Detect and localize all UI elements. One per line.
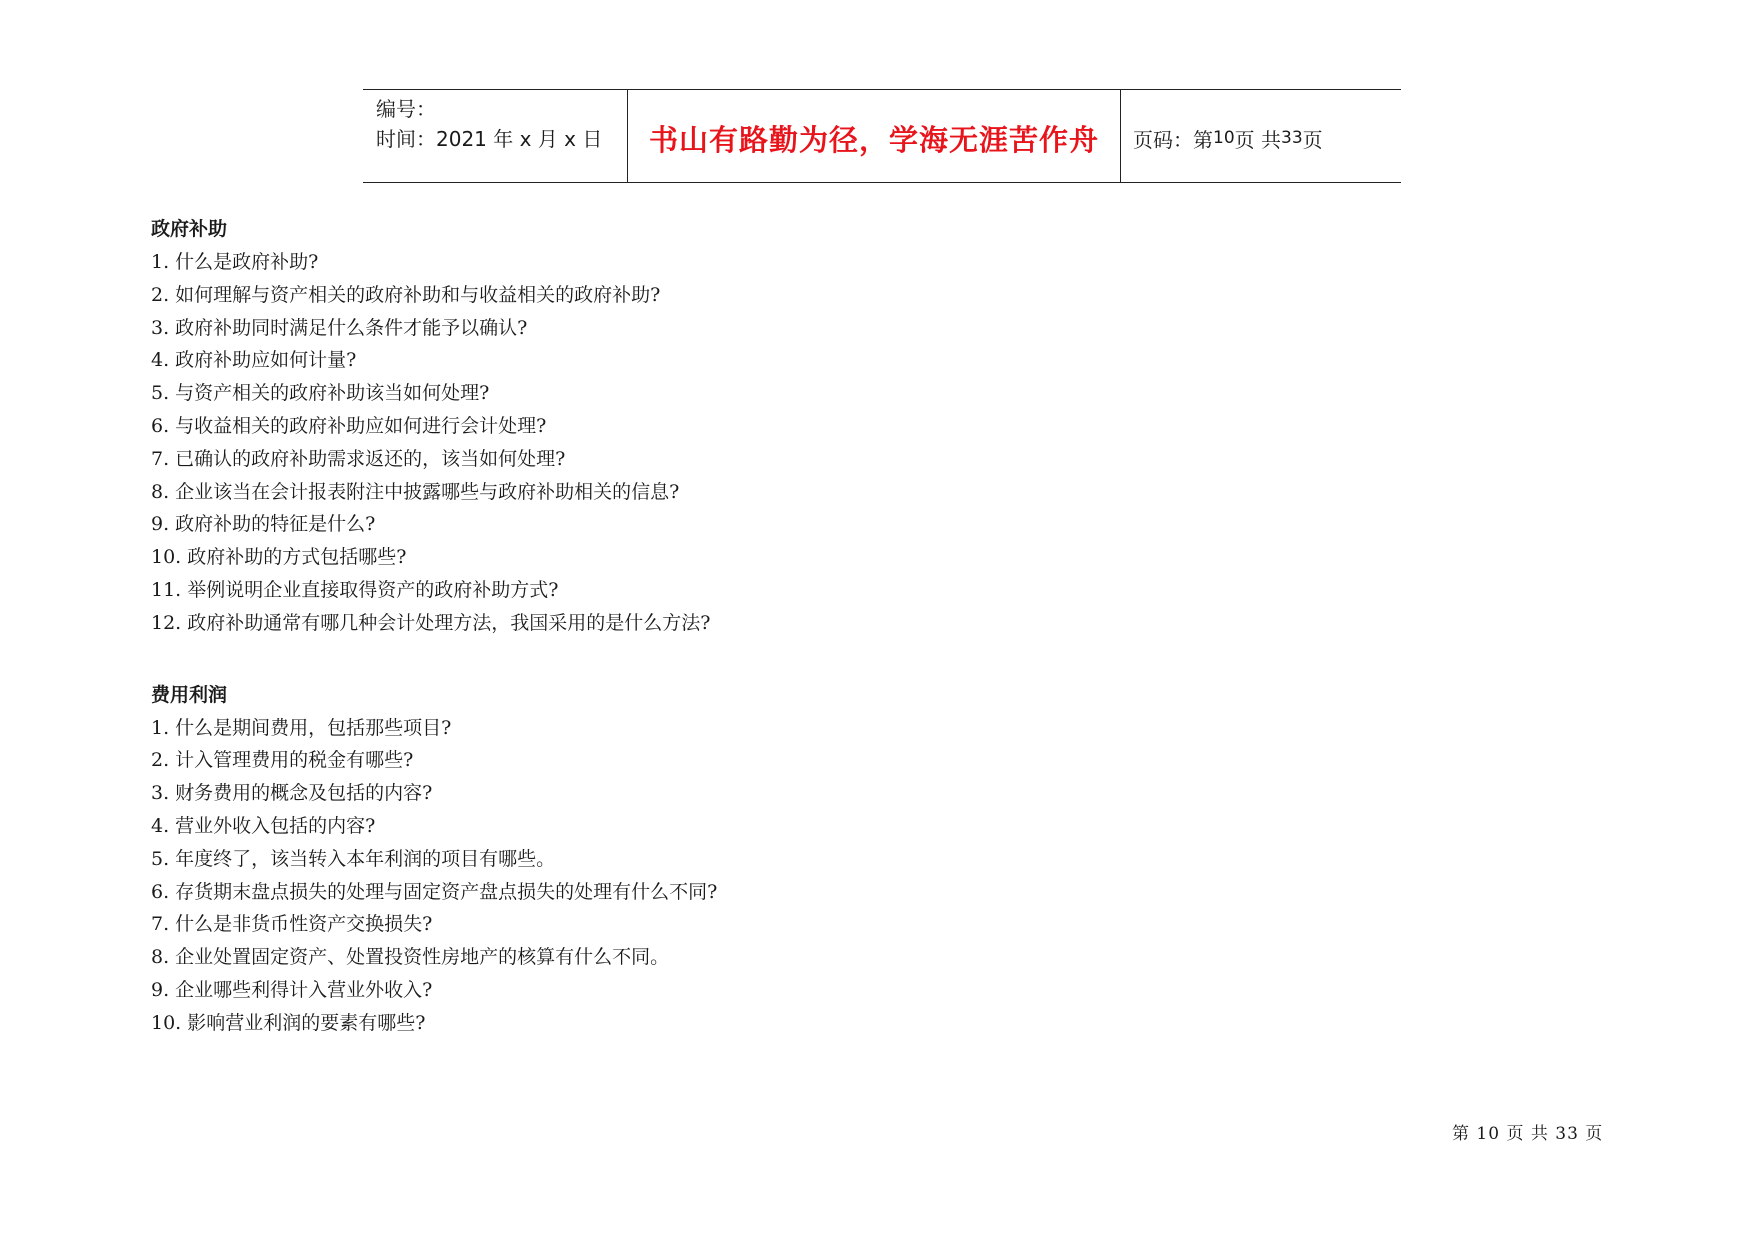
question-item: 6. 与收益相关的政府补助应如何进行会计处理? [151, 414, 547, 437]
document-header [363, 89, 1401, 183]
question-item: 2. 如何理解与资产相关的政府补助和与收益相关的政府补助? [151, 283, 661, 306]
page-middle: 页 共 [1234, 127, 1281, 152]
question-item: 2. 计入管理费用的税金有哪些? [151, 749, 414, 772]
question-item: 10. 影响营业利润的要素有哪些? [151, 1011, 426, 1034]
question-item: 1. 什么是期间费用，包括那些项目? [151, 716, 452, 739]
page-suffix: 页 [1302, 127, 1323, 152]
question-item: 12. 政府补助通常有哪几种会计处理方法，我国采用的是什么方法? [151, 611, 711, 634]
header-page-cell [1121, 90, 1401, 182]
page-prefix: 页码：第 [1133, 127, 1213, 152]
question-list-expense-profit [151, 712, 1451, 1040]
section-title-expense-profit: 费用利润 [151, 683, 228, 706]
header-meta-cell [363, 90, 628, 182]
question-item: 4. 政府补助应如何计量? [151, 349, 357, 372]
section-spacer [151, 640, 1451, 679]
page-total: 33 [1281, 128, 1303, 148]
header-motto-cell [628, 90, 1121, 182]
question-item: 8. 企业处置固定资产、处置投资性房地产的核算有什么不同。 [151, 946, 670, 969]
page-current: 10 [1213, 128, 1235, 148]
serial-number-label: 编号： [376, 97, 436, 121]
question-item: 3. 财务费用的概念及包括的内容? [151, 782, 433, 805]
question-item: 6. 存货期末盘点损失的处理与固定资产盘点损失的处理有什么不同? [151, 880, 718, 903]
page-footer: 第 10 页 共 33 页 [1452, 1124, 1604, 1144]
question-item: 9. 企业哪些利得计入营业外收入? [151, 978, 433, 1001]
question-item: 11. 举例说明企业直接取得资产的政府补助方式? [151, 578, 559, 601]
question-item: 3. 政府补助同时满足什么条件才能予以确认? [151, 316, 528, 339]
question-item: 10. 政府补助的方式包括哪些? [151, 546, 407, 569]
motto-text: 书山有路勤为径，学海无涯苦作舟 [648, 122, 1099, 157]
question-item: 9. 政府补助的特征是什么? [151, 513, 376, 536]
question-item: 8. 企业该当在会计报表附注中披露哪些与政府补助相关的信息? [151, 480, 680, 503]
date-label: 时间：2021 年 x 月 x 日 [376, 127, 603, 151]
question-item: 4. 营业外收入包括的内容? [151, 814, 376, 837]
question-item: 7. 已确认的政府补助需求返还的，该当如何处理? [151, 447, 566, 470]
question-list-government-subsidy [151, 246, 1451, 640]
question-item: 7. 什么是非货币性资产交换损失? [151, 913, 433, 936]
question-item: 5. 年度终了，该当转入本年利润的项目有哪些。 [151, 847, 556, 870]
section-title-government-subsidy: 政府补助 [151, 218, 228, 240]
question-item: 5. 与资产相关的政府补助该当如何处理? [151, 382, 490, 405]
document-body [151, 213, 1451, 1040]
question-item: 1. 什么是政府补助? [151, 251, 319, 273]
